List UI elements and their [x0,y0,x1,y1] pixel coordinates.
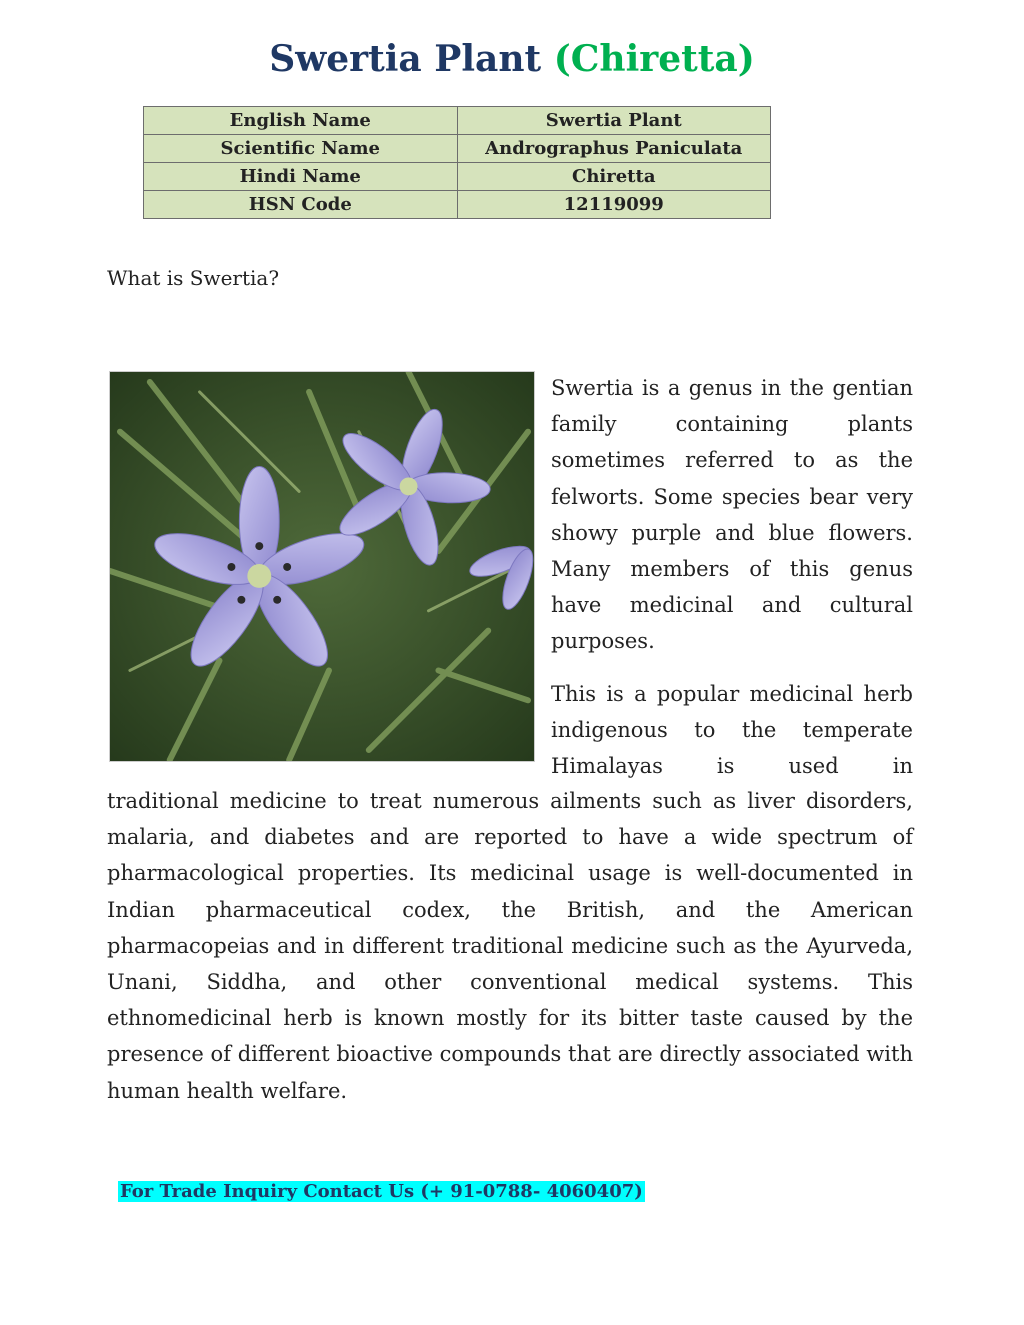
table-row [144,135,771,163]
swertia-flower-photo [109,371,535,762]
row-value: Andrographus Paniculata [457,135,771,163]
row-label: HSN Code [144,191,458,219]
info-table [143,106,771,219]
row-label: Scientific Name [144,135,458,163]
trade-inquiry-contact: For Trade Inquiry Contact Us (+ 91-0788- 4060407) [120,1181,643,1202]
row-value: Swertia Plant [457,107,771,135]
row-value: 12119099 [457,191,771,219]
paragraph-intro: Swertia is a genus in the gentian family containing plants sometimes referred to as the felworts. Some species bear very showy purple and blue flowers. Many members of this genus have medicinal and cultural purposes. [551,376,913,654]
row-label: Hindi Name [144,163,458,191]
title-accent: (Chiretta) [553,38,755,80]
table-row [144,107,771,135]
paragraph-medicinal-start: This is a popular medicinal herb indigenous to the temperate Himalayas is used in [551,682,913,779]
row-label: English Name [144,107,458,135]
page-title [0,38,1024,80]
paragraph-medicinal-continued: traditional medicine to treat numerous ailments such as liver disorders, malaria, and diabetes and are reported to have a wide spectrum of pharmacological properties. Its medicinal usage is well-documented in Indian pharmaceutical codex, the British, and the American pharmacopeias and in different traditional medicine such as the Ayurveda, Unani, Siddha, and other conventional medical systems. This ethnomedicinal herb is known mostly for its bitter taste caused by the presence of different bioactive compounds that are directly associated with human health welfare. [107,789,913,1103]
section-question: What is Swertia? [107,266,280,290]
title-main: Swertia Plant [269,38,542,80]
row-value: Chiretta [457,163,771,191]
table-row [144,191,771,219]
table-row [144,163,771,191]
